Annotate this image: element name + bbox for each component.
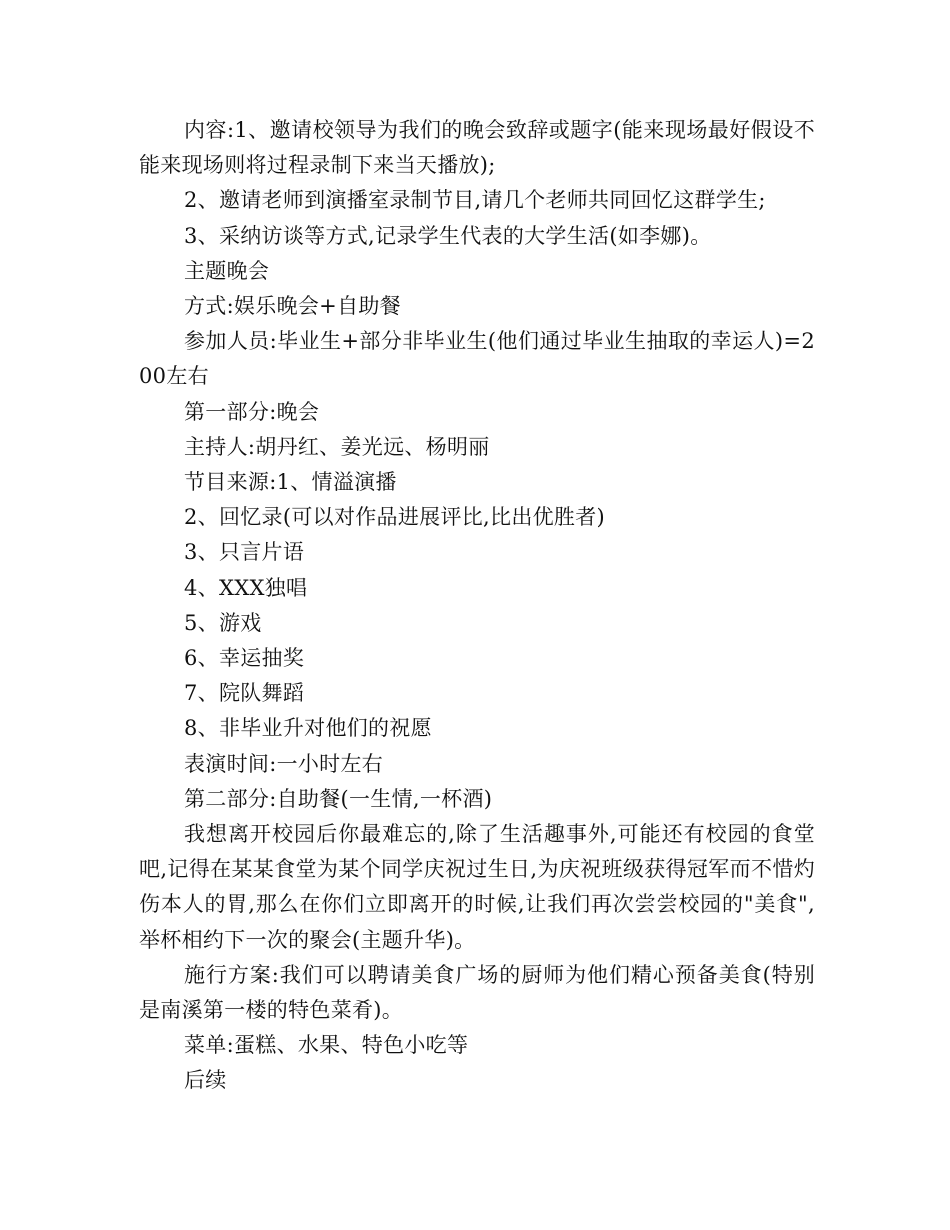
paragraph-menu: 菜单:蛋糕、水果、特色小吃等 — [184, 1033, 469, 1058]
document-body — [139, 113, 815, 1099]
heading-follow-up: 后续 — [184, 1068, 227, 1093]
program-item-5: 5、游戏 — [184, 610, 262, 635]
heading-theme-party: 主题晚会 — [184, 258, 270, 283]
paragraph-participants: 参加人员:毕业生+部分非毕业生(他们通过毕业生抽取的幸运人)=200左右 — [139, 329, 815, 389]
program-item-1: 节目来源:1、情溢演播 — [184, 470, 397, 495]
program-item-8: 8、非毕业升对他们的祝愿 — [184, 716, 432, 741]
paragraph-implementation: 施行方案:我们可以聘请美食广场的厨师为他们精心预备美食(特别是南溪第一楼的特色菜肴)。 — [139, 962, 815, 1023]
paragraph-content-3: 3、采纳访谈等方式,记录学生代表的大学生活(如李娜)。 — [184, 223, 712, 248]
paragraph-content-1: 内容:1、邀请校领导为我们的晚会致辞或题字(能来现场最好假设不能来现场则将过程录制下来当天播放); — [139, 118, 815, 178]
paragraph-duration: 表演时间:一小时左右 — [184, 751, 384, 776]
program-item-4: 4、XXX独唱 — [184, 575, 308, 600]
paragraph-content-2: 2、邀请老师到演播室录制节目,请几个老师共同回忆这群学生; — [184, 188, 766, 213]
program-item-3: 3、只言片语 — [184, 540, 305, 565]
heading-part-one: 第一部分:晚会 — [184, 399, 320, 424]
paragraph-hosts: 主持人:胡丹红、姜光远、杨明丽 — [184, 434, 490, 459]
program-item-7: 7、院队舞蹈 — [184, 681, 305, 706]
paragraph-format: 方式:娱乐晚会+自助餐 — [184, 294, 401, 319]
paragraph-canteen-memory: 我想离开校园后你最难忘的,除了生活趣事外,可能还有校园的食堂吧,记得在某某食堂为某个同学庆祝过生日,为庆祝班级获得冠军而不惜灼伤本人的胃,那么在你们立即离开的时候,让我们再次尝尝校园的"美食",举杯相约下一次的聚会(主题升华)。 — [139, 822, 815, 952]
program-item-6: 6、幸运抽奖 — [184, 646, 305, 671]
program-item-2: 2、回忆录(可以对作品进展评比,比出优胜者) — [184, 505, 606, 530]
heading-part-two: 第二部分:自助餐(一生情,一杯酒) — [184, 786, 493, 811]
